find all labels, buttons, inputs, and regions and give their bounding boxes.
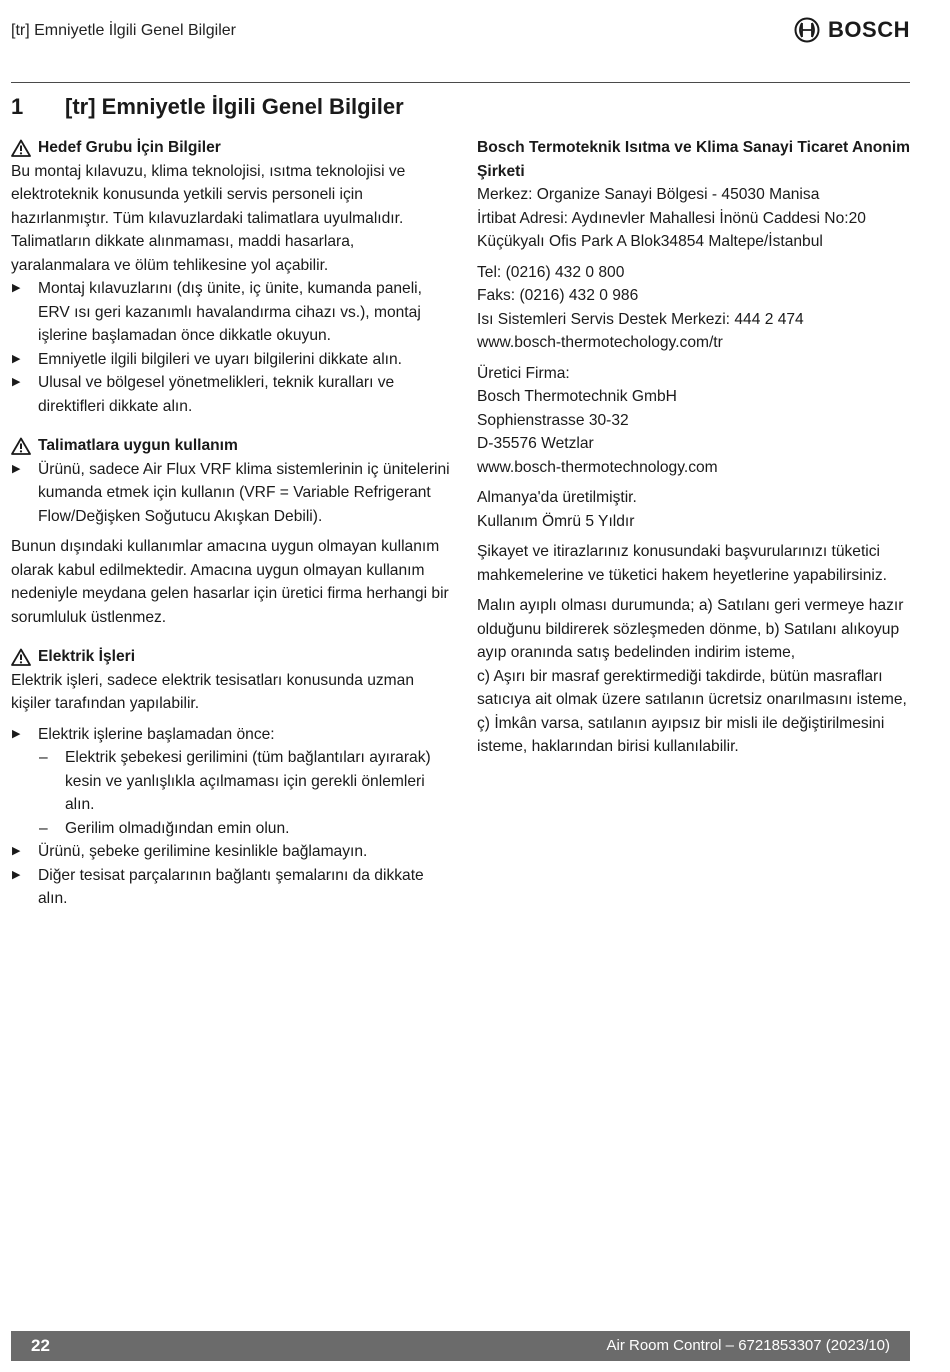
page-footer — [11, 1331, 910, 1361]
chapter-number: 1 — [11, 94, 24, 119]
right-column — [477, 136, 917, 766]
warning-triangle-icon — [11, 139, 31, 157]
bullet-item: ▶ Emniyetle ilgili bilgileri ve uyarı bilgilerini dikkate alın. — [11, 348, 451, 372]
warning-triangle-icon — [11, 437, 31, 455]
complaint-paragraph: Şikayet ve itirazlarınız konusundaki başvurularınızı tüketici mahkemelerine ve tüketici hakem heyetlerine yapabilirsiniz. — [477, 543, 887, 584]
origin-block — [477, 486, 917, 533]
section-intended-use — [11, 434, 451, 629]
chapter-title: [tr] Emniyetle İlgili Genel Bilgiler — [65, 94, 404, 119]
section-title: Hedef Grubu İçin Bilgiler — [38, 139, 221, 156]
section-electrical-work — [11, 645, 451, 911]
paragraph: Elektrik işleri, sadece elektrik tesisatları konusunda uzman kişiler tarafından yapılabilir. — [11, 671, 415, 712]
header-title: [tr] Emniyetle İlgili Genel Bilgiler — [11, 22, 236, 39]
logo-text: BOSCH — [828, 17, 910, 42]
section-heading — [11, 136, 451, 160]
bullet-item: ▶ Elektrik işlerine başlamadan önce: — [11, 723, 451, 747]
address-line: Merkez: Organize Sanayi Bölgesi - 45030 Manisa — [477, 186, 820, 203]
defect-line: ç) İmkân varsa, satılanın ayıpsız bir misli ile değiştirilmesini isteme, haklarından birisi kullanılabilir. — [477, 714, 885, 755]
defect-line: c) Aşırı bir masraf gerektirmediği takdirde, bütün masrafları satıcıya ait olmak üzere satılanın ücretsiz onarılmasını isteme, — [477, 667, 907, 708]
bullet-item: ▶ Ürünü, sadece Air Flux VRF klima sistemlerinin iç ünitelerini kumanda etmek için kullanın (VRF = Variable Refrigerant Flow/Değişken Soğutucu Akışkan Debili). — [11, 458, 451, 529]
chapter-heading — [11, 94, 404, 120]
section-heading — [11, 434, 451, 458]
manufacturer-block — [477, 362, 917, 480]
bosch-armature-icon — [794, 17, 820, 43]
page-header — [11, 0, 910, 83]
paragraph: Bu montaj kılavuzu, klima teknolojisi, ısıtma teknolojisi ve elektroteknik konusunda yetkili servis personeli için hazırlanmıştır. Tüm kılavuzlardaki talimatlara uyulmalıdır. Talimatların dikkate alınmaması, maddi hasarlara, yaralanmalara ve ölüm tehlikesine yol açabilir. — [11, 162, 406, 274]
address-line: Küçükyalı Ofis Park A Blok34854 Maltepe/İstanbul — [477, 233, 823, 250]
contact-line: Isı Sistemleri Servis Destek Merkezi: 444 2 474 — [477, 310, 804, 328]
bullet-item: ▶ Ürünü, şebeke gerilimine kesinlikle bağlamayın. — [11, 840, 451, 864]
company-name: Bosch Termoteknik Isıtma ve Klima Sanayi Ticaret Anonim Şirketi — [477, 139, 911, 180]
section-title: Talimatlara uygun kullanım — [38, 437, 238, 454]
bullet-item: ▶ Montaj kılavuzlarını (dış ünite, iç ünite, kumanda paneli, ERV ısı geri kazanımlı havalandırma cihazı vs.), montaj işlerine başlamadan önce dikkatle okuyun. — [11, 277, 451, 348]
website-link: www.bosch-thermotechnology.com — [477, 458, 718, 476]
section-target-group — [11, 136, 451, 418]
bullet-item: ▶ Diğer tesisat parçalarının bağlantı şemalarını da dikkate alın. — [11, 864, 451, 911]
section-heading — [11, 645, 451, 669]
document-id: Air Room Control – 6721853307 (2023/10) — [606, 1337, 890, 1354]
maker-line: D-35576 Wetzlar — [477, 435, 594, 452]
address-block — [477, 183, 917, 254]
page-number: 22 — [31, 1336, 50, 1355]
origin-line: Almanya'da üretilmiştir. — [477, 489, 637, 506]
bullet-item: ▶ Ulusal ve bölgesel yönetmelikleri, teknik kuralları ve direktifleri dikkate alın. — [11, 371, 451, 418]
left-column — [11, 136, 451, 927]
maker-line: Bosch Thermotechnik GmbH — [477, 388, 677, 405]
contact-line: Tel: (0216) 432 0 800 — [477, 263, 625, 281]
contact-line: Faks: (0216) 432 0 986 — [477, 287, 639, 304]
defect-block — [477, 594, 917, 759]
dash-item: – Gerilim olmadığından emin olun. — [11, 817, 451, 841]
lifetime-line: Kullanım Ömrü 5 Yıldır — [477, 512, 635, 530]
address-line: İrtibat Adresi: Aydınevler Mahallesi İnönü Caddesi No:20 — [477, 209, 866, 227]
paragraph: Bunun dışındaki kullanımlar amacına uygun olmayan kullanım olarak kabul edilmektedir. Amacına uygun olmayan kullanım nedeniyle meydana gelen hasarlar için üretici firma herhangi bir sorumluluk üstlenmez. — [11, 538, 449, 626]
dash-item: – Elektrik şebekesi gerilimini (tüm bağlantıları ayırarak) kesin ve yanlışlıkla açılmaması için gerekli önlemleri alın. — [11, 746, 451, 817]
contact-block — [477, 261, 917, 355]
website-link: www.bosch-thermotechology.com/tr — [477, 334, 723, 351]
maker-line: Sophienstrasse 30-32 — [477, 411, 629, 429]
maker-line: Üretici Firma: — [477, 364, 570, 382]
bosch-logo — [794, 17, 910, 43]
warning-triangle-icon — [11, 648, 31, 666]
defect-line: Malın ayıplı olması durumunda; a) Satılanı geri vermeye hazır olduğunu bildirerek sözleşmeden dönme, b) Satılanı alıkoyup ayıp oranında satış bedelinden indirim isteme, — [477, 597, 904, 661]
section-title: Elektrik İşleri — [38, 648, 136, 665]
